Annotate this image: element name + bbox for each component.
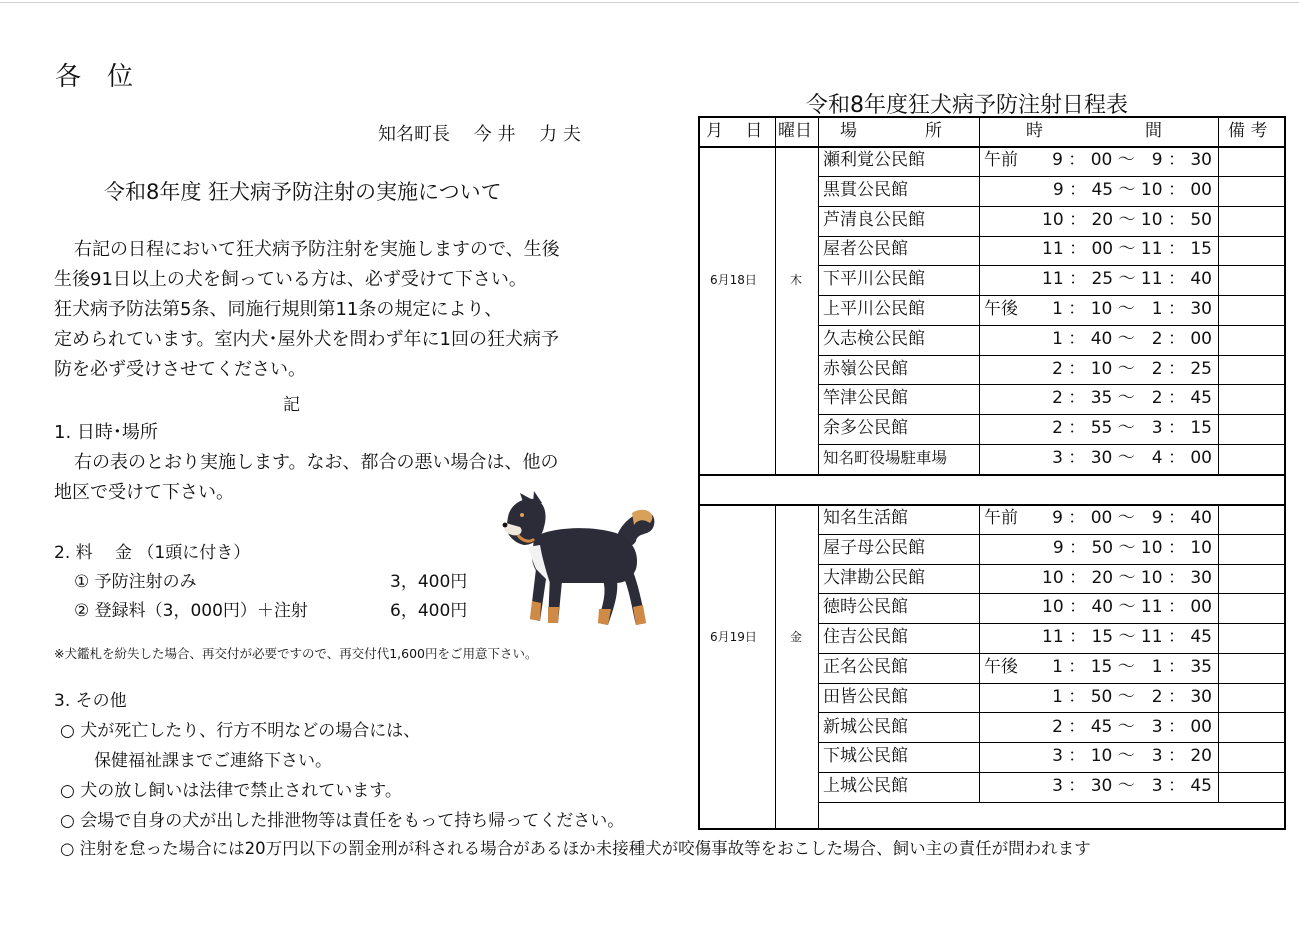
group-weekday: 金 xyxy=(790,630,803,644)
section1-line: 地区で受けて下さい。 xyxy=(54,482,234,503)
row-place: 上城公民館 xyxy=(823,776,908,797)
row-time: 9 ： 00 ～ 9 ： 30 xyxy=(1052,150,1212,170)
fee-item-label: ② 登録料（3，000円）＋注射 xyxy=(74,601,308,621)
row-ampm: 午後 xyxy=(984,299,1018,319)
row-place: 知名生活館 xyxy=(823,508,908,528)
row-time: 2 ： 45 ～ 3 ： 00 xyxy=(1052,716,1212,737)
shiba-dog-illustration xyxy=(498,483,664,633)
row-place: 赤嶺公民館 xyxy=(823,358,908,379)
row-time: 3 ： 10 ～ 3 ： 20 xyxy=(1052,746,1212,767)
row-place: 下城公民館 xyxy=(823,746,908,767)
row-time: 2 ： 35 ～ 2 ： 45 xyxy=(1052,388,1212,409)
row-place: 住吉公民館 xyxy=(823,627,908,648)
row-ampm: 午後 xyxy=(984,657,1018,677)
body-line: 防を必ず受けさせてください。 xyxy=(54,359,306,380)
row-place: 新城公民館 xyxy=(823,716,908,737)
row-time: 1 ： 10 ～ 1 ： 30 xyxy=(1052,299,1212,319)
row-time: 3 ： 30 ～ 4 ： 00 xyxy=(1052,448,1212,468)
row-time: 1 ： 40 ～ 2 ： 00 xyxy=(1052,328,1212,349)
col-header-place: 場 所 xyxy=(840,121,942,141)
row-time: 1 ： 50 ～ 2 ： 30 xyxy=(1052,686,1212,707)
top-border xyxy=(0,2,1299,3)
row-time: 11 ： 25 ～ 11 ： 40 xyxy=(1042,269,1212,290)
fee-note: ※犬鑑札を紛失した場合、再交付が必要ですので、再交付代1,600円をご用意下さい。 xyxy=(54,646,538,661)
section1-heading: 1. 日時･場所 xyxy=(54,422,158,443)
row-place: 瀬利覚公民館 xyxy=(823,150,925,170)
section3-heading: 3. その他 xyxy=(54,691,127,711)
body-line: 狂犬病予防法第5条、同施行規則第11条の規定により、 xyxy=(54,299,503,320)
other-item: 保健福祉課までご連絡下さい。 xyxy=(94,751,332,771)
row-place: 余多公民館 xyxy=(823,418,908,439)
row-time: 1 ： 15 ～ 1 ： 35 xyxy=(1052,657,1212,677)
fee-item-price: 3，400円 xyxy=(390,572,468,592)
group-date: 6月18日 xyxy=(710,273,757,287)
row-place: 田皆公民館 xyxy=(823,686,908,707)
row-time: 9 ： 00 ～ 9 ： 40 xyxy=(1052,508,1212,528)
schedule-title: 令和8年度狂犬病予防注射日程表 xyxy=(806,93,1128,118)
row-time: 9 ： 50 ～ 10 ： 10 xyxy=(1052,537,1212,558)
row-place: 芦清良公民館 xyxy=(823,209,925,230)
notice-title: 令和8年度 狂犬病予防注射の実施について xyxy=(104,180,502,204)
row-time: 9 ： 45 ～ 10 ： 00 xyxy=(1052,179,1212,200)
row-place: 久志検公民館 xyxy=(823,328,925,349)
row-place: 正名公民館 xyxy=(823,657,908,677)
col-header-remarks: 備 考 xyxy=(1228,121,1268,141)
row-time: 3 ： 30 ～ 3 ： 45 xyxy=(1052,776,1212,797)
row-place: 大津勘公民館 xyxy=(823,567,925,588)
section1-line: 右の表のとおり実施します。なお、都合の悪い場合は、他の xyxy=(74,452,559,473)
row-place: 下平川公民館 xyxy=(823,269,925,290)
row-ampm: 午前 xyxy=(984,150,1018,170)
group-weekday: 木 xyxy=(790,273,803,287)
row-time: 2 ： 55 ～ 3 ： 15 xyxy=(1052,418,1212,439)
body-line: 右記の日程において狂犬病予防注射を実施しますので、生後 xyxy=(74,239,560,260)
other-item: ○ 犬の放し飼いは法律で禁止されています。 xyxy=(60,781,402,801)
row-time: 11 ： 00 ～ 11 ： 15 xyxy=(1042,239,1212,260)
row-time: 10 ： 40 ～ 11 ： 00 xyxy=(1042,597,1212,618)
other-item: ○ 会場で自身の犬が出した排泄物等は責任をもって持ち帰ってください。 xyxy=(60,811,625,831)
row-time: 10 ： 20 ～ 10 ： 30 xyxy=(1042,567,1212,588)
col-header-weekday: 曜日 xyxy=(778,121,812,141)
col-header-date: 月 日 xyxy=(706,121,763,141)
schedule-table xyxy=(698,116,1286,830)
ki-mark: 記 xyxy=(283,395,300,415)
row-time: 2 ： 10 ～ 2 ： 25 xyxy=(1052,358,1212,379)
row-place: 知名町役場駐車場 xyxy=(823,449,948,467)
row-ampm: 午前 xyxy=(984,508,1018,528)
other-item: ○ 注射を怠った場合には20万円以下の罰金刑が科される場合があるほか未接種犬が咬傷事故等をおこした場合、飼い主の責任が問われます xyxy=(60,839,1091,858)
row-place: 屋子母公民館 xyxy=(823,537,925,558)
row-place: 上平川公民館 xyxy=(823,299,925,319)
row-time: 11 ： 15 ～ 11 ： 45 xyxy=(1042,627,1212,648)
row-place: 黒貫公民館 xyxy=(823,179,908,200)
sender: 知名町長 今 井 力 夫 xyxy=(378,124,581,145)
row-place: 竿津公民館 xyxy=(823,388,908,409)
row-place: 徳時公民館 xyxy=(823,597,908,618)
fee-item-label: ① 予防注射のみ xyxy=(74,572,197,592)
other-item: ○ 犬が死亡したり、行方不明などの場合には、 xyxy=(60,721,421,741)
group-date: 6月19日 xyxy=(710,630,757,644)
row-time: 10 ： 20 ～ 10 ： 50 xyxy=(1042,209,1212,230)
fee-item-price: 6，400円 xyxy=(390,601,468,621)
body-line: 生後91日以上の犬を飼っている方は、必ず受けて下さい。 xyxy=(54,269,527,290)
col-header-time: 時 間 xyxy=(1026,121,1162,141)
row-place: 屋者公民館 xyxy=(823,239,908,260)
section2-heading: 2. 料 金 （1頭に付き） xyxy=(54,543,251,563)
body-line: 定められています。室内犬･屋外犬を問わず年に1回の狂犬病予 xyxy=(54,329,560,350)
addressee: 各 位 xyxy=(55,62,134,92)
